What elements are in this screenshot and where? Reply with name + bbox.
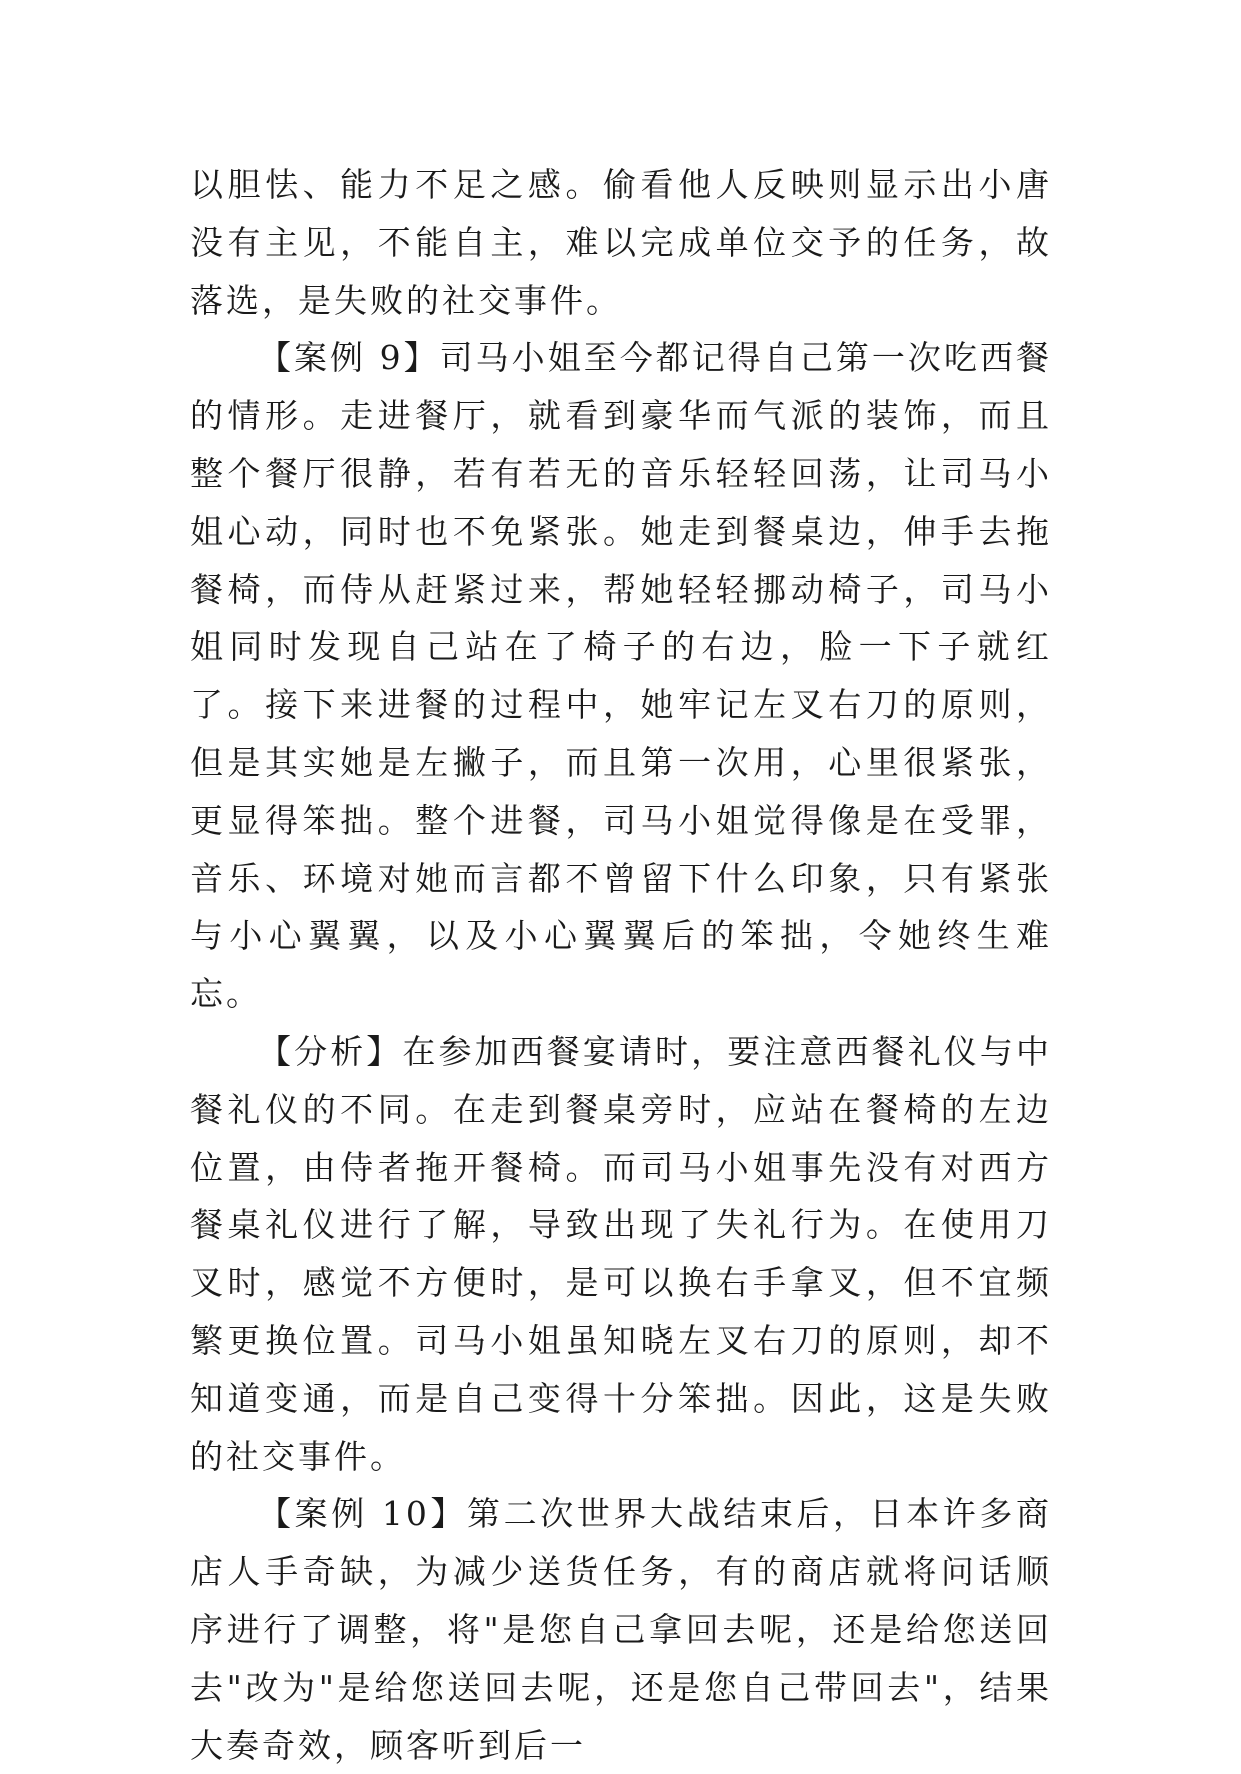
paragraph-case-10: 【案例 10】第二次世界大战结束后，日本许多商店人手奇缺，为减少送货任务，有的商店就将问话顺序进行了调整，将"是您自己拿回去呢，还是给您送回去"改为"是给您送回去呢，还是您自己带回去"，结果大奏奇效，顾客听到后一 [190,1494,1052,1765]
paragraph-analysis: 【分析】在参加西餐宴请时，要注意西餐礼仪与中餐礼仪的不同。在走到餐桌旁时，应站在餐椅的左边位置，由侍者拖开餐椅。而司马小姐事先没有对西方餐桌礼仪进行了解，导致出现了失礼行为。在使用刀叉时，感觉不方便时，是可以换右手拿叉，但不宜频繁更换位置。司马小姐虽知晓左叉右刀的原则，却不知道变通，而是自己变得十分笨拙。因此，这是失败的社交事件。 [190,1031,1052,1476]
paragraph-case-9: 【案例 9】司马小姐至今都记得自己第一次吃西餐的情形。走进餐厅，就看到豪华而气派的装饰，而且整个餐厅很静，若有若无的音乐轻轻回荡，让司马小姐心动，同时也不免紧张。她走到餐桌边，伸手去拖餐椅，而侍从赶紧过来，帮她轻轻挪动椅子，司马小姐同时发现自己站在了椅子的右边，脸一下子就红了。接下来进餐的过程中，她牢记左叉右刀的原则，但是其实她是左撇子，而且第一次用，心里很紧张，更显得笨拙。整个进餐，司马小姐觉得像是在受罪，音乐、环境对她而言都不曾留下什么印象，只有紧张与小心翼翼，以及小心翼翼后的笨拙，令她终生难忘。 [190,338,1052,1014]
document-body [190,156,1052,1774]
paragraph-continuation: 以胆怯、能力不足之感。偷看他人反映则显示出小唐没有主见，不能自主，难以完成单位交予的任务，故落选，是失败的社交事件。 [190,165,1052,320]
